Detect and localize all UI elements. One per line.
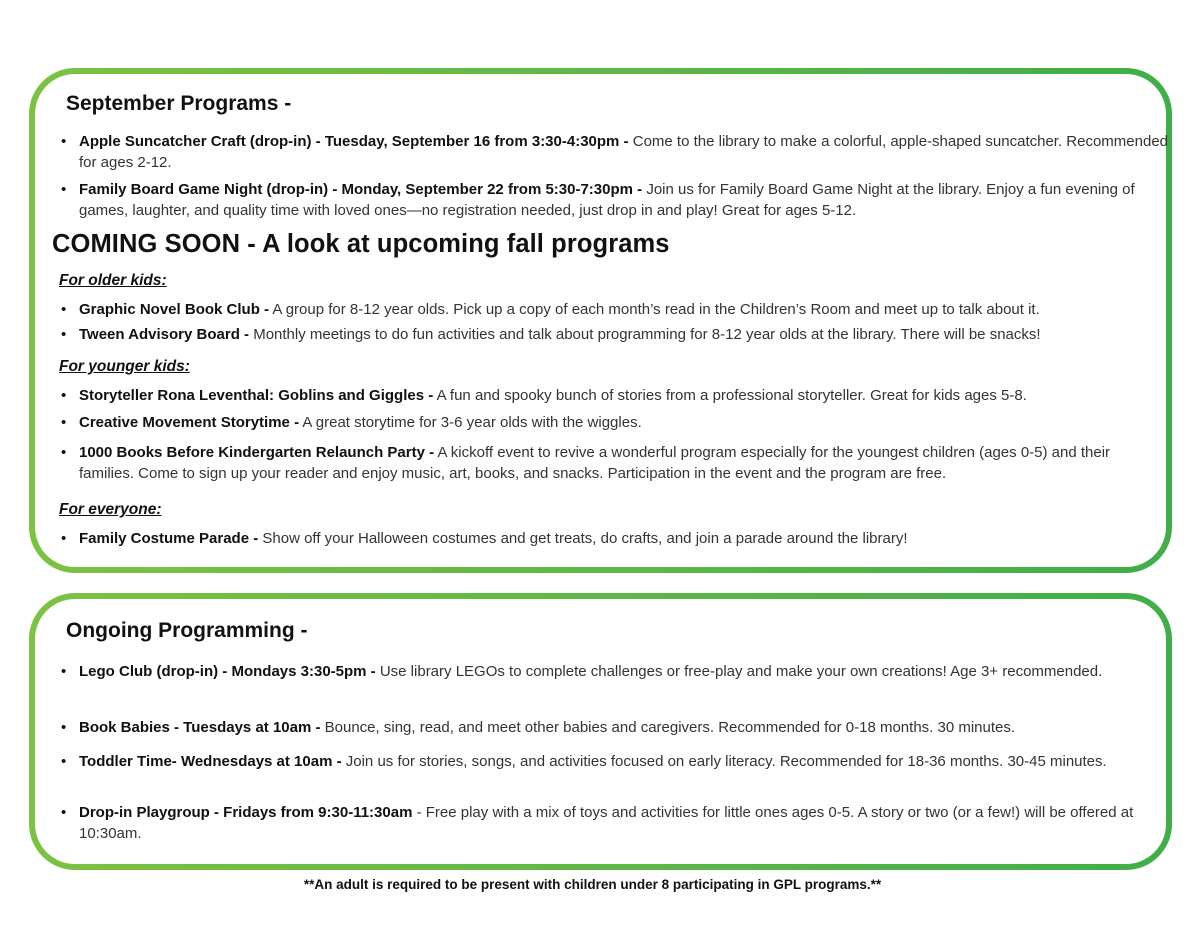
bullet-icon: • xyxy=(61,326,67,343)
item-title: Apple Suncatcher Craft (drop-in) - Tuesday, September 16 from 3:30-4:30pm - xyxy=(79,133,629,150)
ongoing-programs-panel xyxy=(29,593,1172,870)
item-title: Book Babies - Tuesdays at 10am - xyxy=(79,719,321,736)
ongoing-programs-panel-inner xyxy=(35,599,1166,864)
list-item xyxy=(61,528,1169,549)
bullet-icon: • xyxy=(61,753,67,770)
list-item xyxy=(61,802,1169,844)
list-item xyxy=(61,412,1169,433)
september-heading: September Programs - xyxy=(66,92,292,115)
bullet-icon: • xyxy=(61,181,67,198)
item-description: Show off your Halloween costumes and get treats, do crafts, and join a parade around the library! xyxy=(258,530,908,547)
item-description: Use library LEGOs to complete challenges or free-play and make your own creations! Age 3+ recommended. xyxy=(375,663,1103,680)
item-description: - Free play with a mix of toys and activities for little ones ages 0-5. A story or two (or a few!) will be offered at 10:30am. xyxy=(79,804,1134,842)
bullet-icon: • xyxy=(61,530,67,547)
list-item xyxy=(61,751,1169,772)
item-title: Family Costume Parade - xyxy=(79,530,259,547)
list-item xyxy=(61,661,1169,682)
ongoing-heading: Ongoing Programming - xyxy=(66,619,308,642)
item-title: Storyteller Rona Leventhal: Goblins and Giggles - xyxy=(79,387,434,404)
list-item xyxy=(61,131,1169,173)
item-title: Family Board Game Night (drop-in) - Monday, September 22 from 5:30-7:30pm - xyxy=(79,181,643,198)
item-description: A fun and spooky bunch of stories from a professional storyteller. Great for kids ages 5-8. xyxy=(433,387,1027,404)
list-item xyxy=(61,442,1169,484)
item-description: Come to the library to make a colorful, apple-shaped suncatcher. Recommended for ages 2-12. xyxy=(79,133,1169,171)
list-item xyxy=(61,324,1169,345)
item-title: Graphic Novel Book Club - xyxy=(79,301,270,318)
item-title: 1000 Books Before Kindergarten Relaunch Party - xyxy=(79,444,435,461)
item-description: Monthly meetings to do fun activities and talk about programming for 8-12 year olds at the library. There will be snacks! xyxy=(249,326,1041,343)
item-title: Tween Advisory Board - xyxy=(79,326,250,343)
item-description: Join us for stories, songs, and activities focused on early literacy. Recommended for 18-36 months. 30-45 minutes. xyxy=(341,753,1107,770)
item-description: A great storytime for 3-6 year olds with the wiggles. xyxy=(299,414,642,431)
item-description: A kickoff event to revive a wonderful program especially for the youngest children (ages 0-5) and their families. Come to sign up your reader and enjoy music, art, books, and snacks. Participation in the event and the program are free. xyxy=(79,444,1111,482)
item-title: Creative Movement Storytime - xyxy=(79,414,300,431)
bullet-icon: • xyxy=(61,133,67,150)
bullet-icon: • xyxy=(61,414,67,431)
everyone-subheading: For everyone: xyxy=(59,501,162,518)
item-description: Join us for Family Board Game Night at the library. Enjoy a fun evening of games, laughter, and quality time with loved ones—no registration needed, just drop in and play! Great for ages 5-12. xyxy=(79,181,1135,219)
list-item xyxy=(61,385,1169,406)
item-title: Toddler Time- Wednesdays at 10am - xyxy=(79,753,342,770)
bullet-icon: • xyxy=(61,719,67,736)
list-item xyxy=(61,179,1169,221)
item-description: Bounce, sing, read, and meet other babies and caregivers. Recommended for 0-18 months. 30 minutes. xyxy=(320,719,1016,736)
bullet-icon: • xyxy=(61,804,67,821)
older-kids-subheading: For older kids: xyxy=(59,272,167,289)
bullet-icon: • xyxy=(61,301,67,318)
item-title: Lego Club (drop-in) - Mondays 3:30-5pm - xyxy=(79,663,376,680)
bullet-icon: • xyxy=(61,387,67,404)
coming-soon-heading: COMING SOON - A look at upcoming fall programs xyxy=(52,230,670,258)
item-title: Drop-in Playgroup - Fridays from 9:30-11:30am xyxy=(79,804,413,821)
list-item xyxy=(61,299,1169,320)
fall-programs-panel xyxy=(29,68,1172,573)
bullet-icon: • xyxy=(61,663,67,680)
item-description: A group for 8-12 year olds. Pick up a copy of each month’s read in the Children’s Room and meet up to talk about it. xyxy=(269,301,1040,318)
younger-kids-subheading: For younger kids: xyxy=(59,358,190,375)
list-item xyxy=(61,717,1169,738)
fall-programs-panel-inner xyxy=(35,74,1169,567)
adult-requirement-note: **An adult is required to be present with children under 8 participating in GPL programs.** xyxy=(303,877,882,892)
bullet-icon: • xyxy=(61,444,67,461)
